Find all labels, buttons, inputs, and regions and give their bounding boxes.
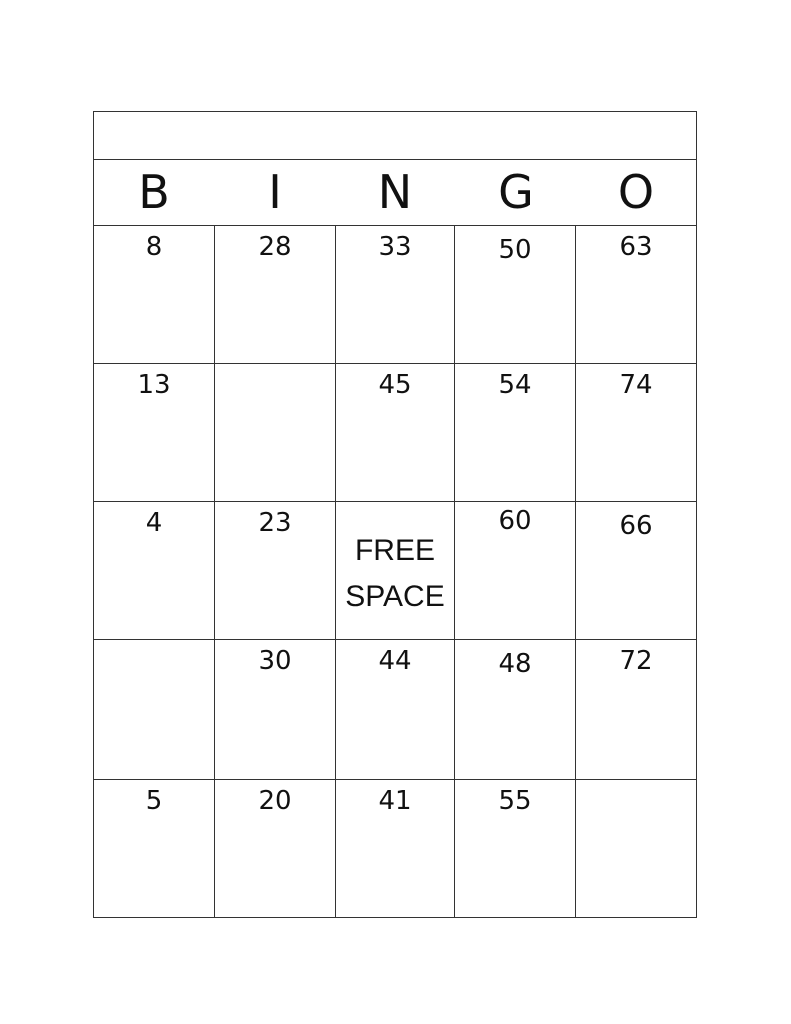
cell-number: 60 [498,506,532,536]
bingo-cell [215,364,336,502]
cell-number: 44 [378,646,412,676]
free-space-line-2: SPACE [345,580,445,613]
header-letter-n: N [377,165,413,219]
bingo-cell [94,780,215,917]
bingo-cell [215,640,336,780]
bingo-cell [94,640,215,780]
bingo-cell [576,502,696,640]
cell-number: 8 [145,232,163,262]
bingo-cell [94,364,215,502]
bingo-cell [336,780,455,917]
header-letter-b: B [138,165,170,219]
cell-number: 74 [619,370,653,400]
bingo-cell [336,640,455,780]
bingo-cell [455,226,576,364]
cell-number: 55 [498,786,532,816]
bingo-card [93,111,697,918]
cell-number: 50 [498,235,532,265]
header-letter-o: O [617,165,655,219]
bingo-cell [455,502,576,640]
bingo-cell [94,502,215,640]
free-space-cell [336,502,455,640]
bingo-header [94,160,696,226]
cell-number: 48 [498,649,532,679]
free-space-label [336,528,454,620]
bingo-cell [455,640,576,780]
free-space-line-1: FREE [354,534,435,567]
card-title-row [94,112,696,160]
bingo-cell [336,364,455,502]
cell-number: 4 [145,508,163,538]
bingo-cell [576,640,696,780]
cell-number: 28 [258,232,292,262]
bingo-cell [455,780,576,917]
bingo-cell [576,364,696,502]
cell-number: 13 [137,370,171,400]
cell-number: 41 [378,786,412,816]
bingo-cell [215,780,336,917]
cell-number: 20 [258,786,292,816]
cell-number: 54 [498,370,532,400]
bingo-cell [576,226,696,364]
cell-number: 5 [145,786,163,816]
bingo-cell [215,502,336,640]
header-letter-g: G [498,165,534,219]
cell-number: 63 [619,232,653,262]
header-letter-i: I [268,165,282,219]
bingo-cell [94,226,215,364]
cell-number: 23 [258,508,292,538]
bingo-cell [215,226,336,364]
bingo-cell [455,364,576,502]
cell-number: 66 [619,511,653,541]
bingo-cell [336,226,455,364]
cell-number: 45 [378,370,412,400]
bingo-cell [576,780,696,917]
bingo-grid [94,226,696,917]
cell-number: 72 [619,646,653,676]
cell-number: 30 [258,646,292,676]
cell-number: 33 [378,232,412,262]
